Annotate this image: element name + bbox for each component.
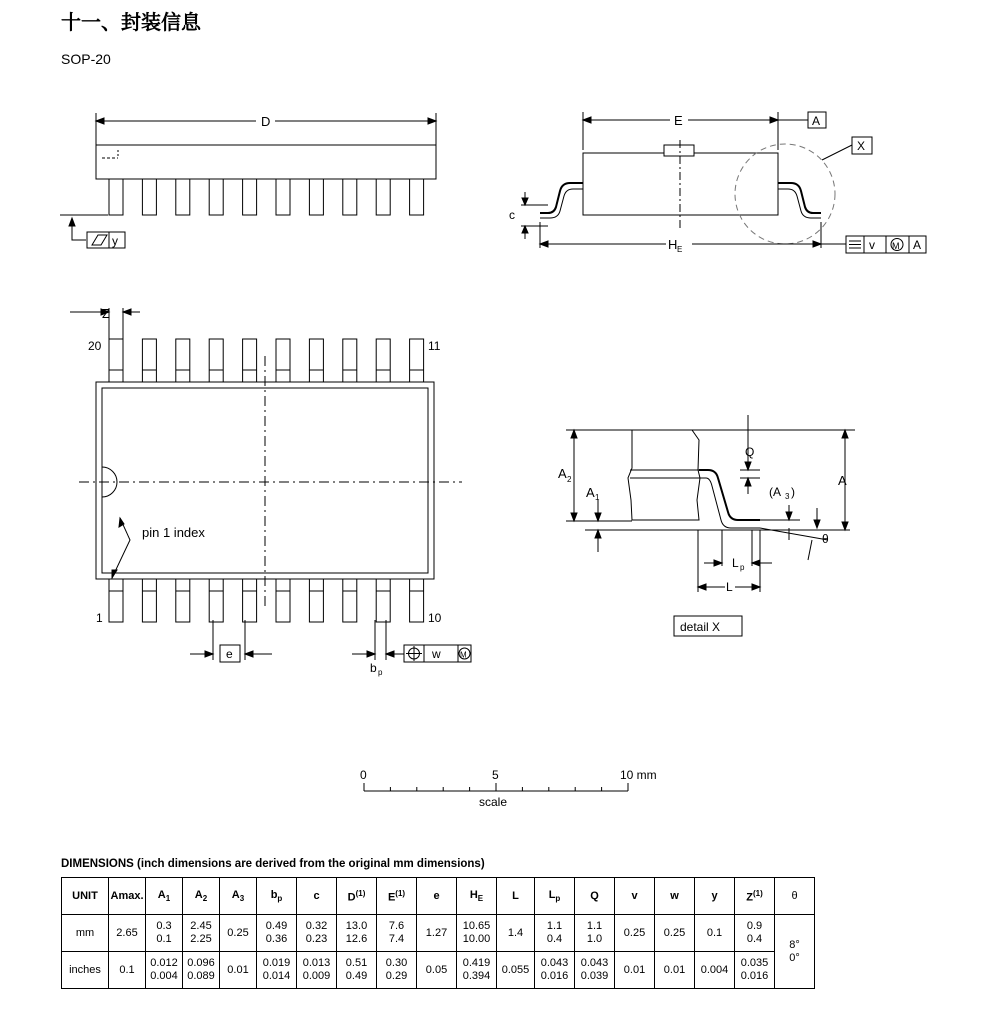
- header-A3-sub: 3: [239, 894, 245, 904]
- cell-A1-max: 0.3: [156, 920, 172, 932]
- cell-bp: [257, 915, 297, 952]
- cell-c: [297, 952, 337, 989]
- top-lead-lower: [376, 579, 390, 622]
- label-E: E: [674, 113, 683, 128]
- cell-A1-min: 0.1: [156, 933, 172, 945]
- cell-A3: 0.25: [220, 915, 257, 952]
- header-A1-label: A: [157, 888, 166, 901]
- cell-D-max: 0.51: [345, 957, 368, 969]
- cell-bp-max: 0.49: [265, 920, 288, 932]
- header-unit: UNIT: [62, 878, 109, 915]
- header-bp: [257, 878, 297, 915]
- header-E: [377, 878, 417, 915]
- cell-y: 0.004: [695, 952, 735, 989]
- cell-E: [377, 952, 417, 989]
- cell-c-max: 0.32: [305, 920, 328, 932]
- cell-Q-min: 0.039: [580, 970, 609, 982]
- header-bp-sub: p: [277, 894, 283, 904]
- cell-L: 1.4: [497, 915, 535, 952]
- top-lead-upper: [109, 339, 123, 382]
- side-lead: [176, 179, 190, 215]
- cell-Lp-max: 1.1: [546, 920, 563, 932]
- cell-D-max: 13.0: [345, 920, 368, 932]
- package-name: SOP-20: [61, 51, 111, 67]
- pin-10-label: 10: [428, 611, 442, 625]
- label-A2-sub: 2: [567, 475, 572, 484]
- label-A1-sub: 1: [595, 493, 600, 502]
- side-lead: [142, 179, 156, 215]
- header-D: [337, 878, 377, 915]
- top-lead-upper: [142, 339, 156, 382]
- cell-HE-min: 0.394: [462, 970, 491, 982]
- label-A3-close: ): [791, 485, 795, 499]
- cell-Z-min: 0.016: [740, 970, 769, 982]
- detail-x-caption: detail X: [680, 620, 721, 634]
- end-view: [509, 112, 926, 254]
- cell-bp: [257, 952, 297, 989]
- cell-unit: inches: [62, 952, 109, 989]
- side-lead: [276, 179, 290, 215]
- label-A3-sub: 3: [785, 492, 790, 501]
- cell-v: 0.25: [615, 915, 655, 952]
- cell-Lp: [535, 915, 575, 952]
- top-lead-upper: [376, 339, 390, 382]
- top-lead-upper: [276, 339, 290, 382]
- cell-HE-max: 0.419: [462, 957, 491, 969]
- label-HE-sub: E: [677, 245, 683, 254]
- cell-A1: [146, 952, 183, 989]
- label-A1: A: [586, 485, 595, 500]
- label-HE: H: [668, 237, 678, 252]
- header-A2: [183, 878, 220, 915]
- cell-A: 2.65: [109, 915, 146, 952]
- side-lead: [243, 179, 257, 215]
- cell-c: [297, 915, 337, 952]
- label-Lp: L: [732, 556, 739, 570]
- detail-marker-X: X: [857, 139, 866, 153]
- cell-A1-max: 0.012: [150, 957, 178, 969]
- top-lead-upper: [309, 339, 323, 382]
- label-Z: Z: [102, 306, 110, 321]
- cell-c-min: 0.23: [305, 933, 328, 945]
- header-Z-sup: (1): [752, 888, 763, 898]
- dimensions-caption: [61, 858, 485, 870]
- cell-e: 0.05: [417, 952, 457, 989]
- label-theta: θ: [822, 532, 829, 546]
- header-D-sup: (1): [355, 888, 366, 898]
- cell-w: 0.25: [655, 915, 695, 952]
- header-A3-label: A: [231, 888, 240, 901]
- dimensions-table: [61, 877, 815, 989]
- label-bp: b: [370, 661, 377, 675]
- cell-Z: [735, 915, 775, 952]
- scale-bar: [360, 768, 657, 809]
- side-lead: [343, 179, 357, 215]
- cell-Lp-min: 0.4: [546, 933, 563, 945]
- top-lead-lower: [109, 579, 123, 622]
- cell-Lp-max: 0.043: [540, 957, 569, 969]
- cell-bp-max: 0.019: [262, 957, 291, 969]
- cell-w: 0.01: [655, 952, 695, 989]
- cell-Z-max: 0.9: [746, 920, 763, 932]
- cell-v: 0.01: [615, 952, 655, 989]
- top-lead-lower: [343, 579, 357, 622]
- cell-Q: [575, 952, 615, 989]
- scale-0: 0: [360, 768, 367, 782]
- cell-Q-max: 0.043: [580, 957, 609, 969]
- top-lead-upper: [243, 339, 257, 382]
- flatness-y: y: [112, 234, 118, 248]
- top-lead-lower: [243, 579, 257, 622]
- cell-D: [337, 952, 377, 989]
- header-A1-sub: 1: [165, 894, 171, 904]
- cell-Lp: [535, 952, 575, 989]
- header-HE-sub: E: [477, 894, 484, 904]
- pin-11-label: 11: [428, 339, 441, 353]
- dimensions-caption-rest: (inch dimensions are derived from the original mm dimensions): [133, 858, 485, 870]
- top-lead-upper: [343, 339, 357, 382]
- cell-Q: [575, 915, 615, 952]
- label-L: L: [726, 580, 733, 594]
- header-v: v: [615, 878, 655, 915]
- cell-A2: [183, 915, 220, 952]
- header-Q: Q: [575, 878, 615, 915]
- label-e: e: [226, 647, 233, 661]
- cell-E-max: 7.6: [388, 920, 405, 932]
- table-header-row: [62, 878, 815, 915]
- cell-A2-min: 2.25: [190, 933, 212, 945]
- tolerance-M2: M: [460, 650, 467, 660]
- datum-A: A: [812, 114, 821, 128]
- label-bp-sub: p: [378, 668, 383, 677]
- cell-theta: [775, 915, 815, 989]
- cell-Z: [735, 952, 775, 989]
- header-E-label: E: [387, 891, 396, 904]
- cell-unit: mm: [62, 915, 109, 952]
- cell-HE-min: 10.00: [462, 933, 491, 945]
- pin-1-index-label: pin 1 index: [142, 525, 205, 540]
- top-lead-upper: [209, 339, 223, 382]
- label-Q: Q: [745, 445, 755, 459]
- side-lead: [109, 179, 123, 215]
- scale-label: scale: [479, 795, 508, 809]
- top-lead-lower: [410, 579, 424, 622]
- header-HE-label: H: [469, 888, 478, 901]
- cell-HE: [457, 915, 497, 952]
- cell-A2-max: 0.096: [187, 957, 215, 969]
- cell-D-min: 12.6: [345, 933, 368, 945]
- cell-c-max: 0.013: [302, 957, 331, 969]
- scale-5: 5: [492, 768, 499, 782]
- cell-E-min: 0.29: [385, 970, 408, 982]
- label-A2: A: [558, 466, 567, 481]
- scale-10mm: 10 mm: [620, 768, 657, 782]
- cell-e: 1.27: [417, 915, 457, 952]
- top-view: [70, 306, 471, 677]
- header-A-max: max.: [118, 890, 144, 902]
- header-A: [109, 878, 146, 915]
- table-row-mm: [62, 915, 815, 952]
- header-E-sup: (1): [395, 888, 406, 898]
- cell-bp-min: 0.36: [265, 933, 288, 945]
- pin-1-label: 1: [96, 611, 103, 625]
- tolerance-w: w: [432, 647, 441, 661]
- cell-HE: [457, 952, 497, 989]
- cell-A2-min: 0.089: [187, 970, 215, 982]
- label-c: c: [509, 208, 515, 222]
- cell-Lp-min: 0.016: [540, 970, 569, 982]
- header-Lp-label: L: [548, 888, 556, 901]
- header-e: e: [417, 878, 457, 915]
- header-Lp: [535, 878, 575, 915]
- cell-HE-max: 10.65: [462, 920, 491, 932]
- pin-20-label: 20: [88, 339, 102, 353]
- cell-bp-min: 0.014: [262, 970, 291, 982]
- top-lead-lower: [176, 579, 190, 622]
- cell-y: 0.1: [695, 915, 735, 952]
- detail-x-view: [558, 415, 855, 636]
- header-Z: [735, 878, 775, 915]
- header-bp-label: b: [270, 888, 278, 901]
- top-lead-lower: [209, 579, 223, 622]
- cell-A1-min: 0.004: [150, 970, 178, 982]
- label-Lp-sub: p: [740, 563, 745, 572]
- cell-Q-min: 1.0: [586, 933, 603, 945]
- label-A3: (A: [769, 485, 781, 499]
- side-view: [60, 113, 436, 248]
- top-lead-lower: [276, 579, 290, 622]
- header-A-label: A: [110, 890, 119, 902]
- cell-A1: [146, 915, 183, 952]
- tolerance-v: v: [869, 238, 875, 252]
- header-w: w: [655, 878, 695, 915]
- header-Z-label: Z: [746, 891, 753, 904]
- side-lead: [376, 179, 390, 215]
- side-lead: [209, 179, 223, 215]
- cell-A: 0.1: [109, 952, 146, 989]
- header-A1: [146, 878, 183, 915]
- cell-theta-min: 0°: [789, 951, 800, 964]
- header-A3: [220, 878, 257, 915]
- cell-A2-max: 2.45: [190, 920, 212, 932]
- top-lead-lower: [309, 579, 323, 622]
- cell-A2: [183, 952, 220, 989]
- label-D: D: [261, 114, 271, 129]
- cell-E-min: 7.4: [388, 933, 405, 945]
- top-lead-upper: [410, 339, 424, 382]
- cell-E: [377, 915, 417, 952]
- cell-D-min: 0.49: [345, 970, 368, 982]
- header-y: y: [695, 878, 735, 915]
- header-A2-sub: 2: [202, 894, 208, 904]
- cell-E-max: 0.30: [385, 957, 408, 969]
- top-lead-lower: [142, 579, 156, 622]
- side-lead: [309, 179, 323, 215]
- cell-c-min: 0.009: [302, 970, 331, 982]
- cell-Z-max: 0.035: [740, 957, 769, 969]
- table-row-inches: [62, 952, 815, 989]
- header-A2-label: A: [194, 888, 203, 901]
- header-c: c: [297, 878, 337, 915]
- tolerance-M: M: [892, 241, 900, 251]
- tolerance-A: A: [913, 238, 922, 252]
- header-L: L: [497, 878, 535, 915]
- cell-D: [337, 915, 377, 952]
- header-Lp-sub: p: [555, 894, 561, 904]
- cell-A3: 0.01: [220, 952, 257, 989]
- cell-L: 0.055: [497, 952, 535, 989]
- header-D-label: D: [347, 891, 356, 904]
- label-A: A: [838, 473, 847, 488]
- cell-theta-max: 8°: [789, 938, 800, 951]
- page-title: 十一、封装信息: [61, 10, 201, 34]
- header-theta: θ: [775, 878, 815, 915]
- dimensions-caption-bold: DIMENSIONS: [61, 858, 134, 870]
- top-lead-upper: [176, 339, 190, 382]
- cell-Q-max: 1.1: [586, 920, 603, 932]
- header-HE: [457, 878, 497, 915]
- side-lead: [410, 179, 424, 215]
- cell-Z-min: 0.4: [746, 933, 763, 945]
